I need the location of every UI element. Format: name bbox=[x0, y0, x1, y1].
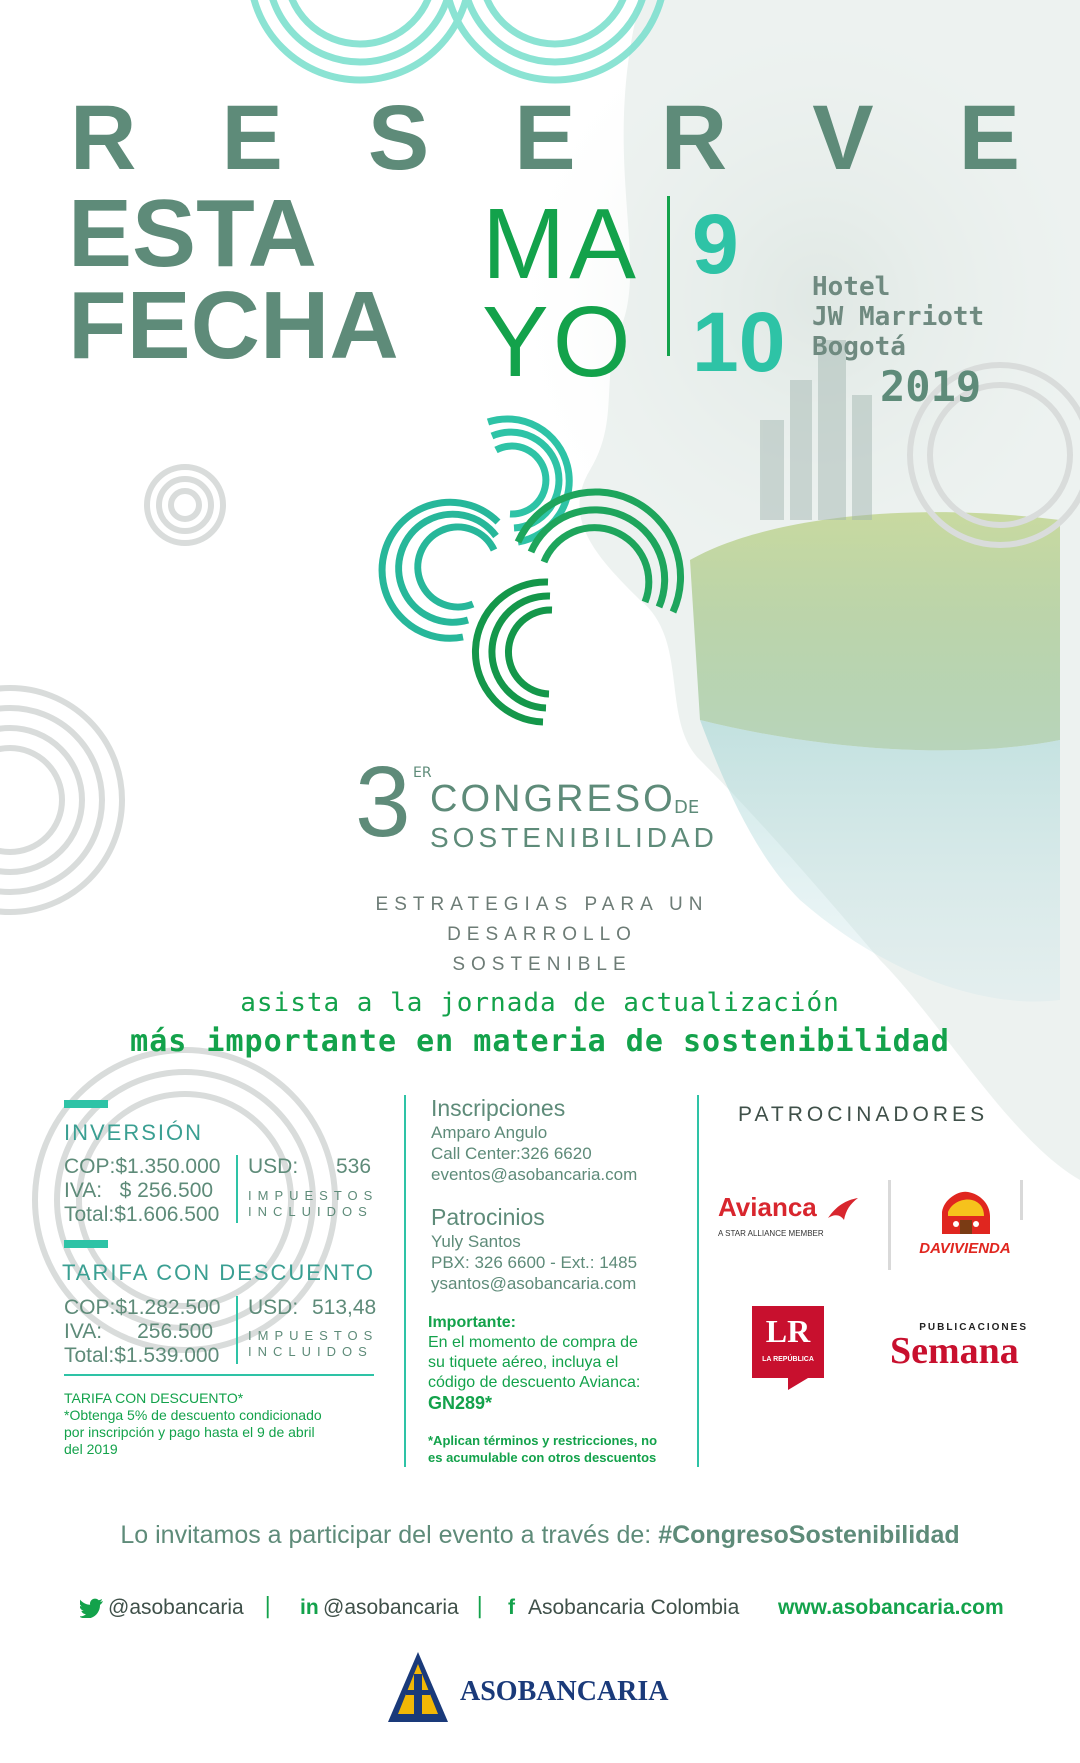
taxes-line-2: INCLUIDOS bbox=[248, 1204, 373, 1219]
venue bbox=[812, 272, 984, 362]
discount-note-2: por inscripción y pago hasta el 9 de abril bbox=[64, 1424, 315, 1440]
inversion-prices bbox=[64, 1155, 220, 1227]
importante-line-3: código de descuento Avianca: bbox=[428, 1374, 641, 1391]
patrocinios-email[interactable]: ysantos@asobancaria.com bbox=[431, 1274, 637, 1293]
importante-line-2: su tiquete aéreo, incluya el bbox=[428, 1354, 619, 1371]
discount-prices bbox=[64, 1296, 220, 1368]
inscripciones-title: Inscripciones bbox=[431, 1095, 566, 1121]
congress-title: CONGRESO bbox=[430, 778, 676, 820]
patrocinios-title: Patrocinios bbox=[431, 1204, 545, 1230]
hashtag[interactable]: #CongresoSostenibilidad bbox=[658, 1521, 960, 1549]
inversion-total: Total:$1.606.500 bbox=[64, 1203, 220, 1226]
patrocinios-name: Yuly Santos bbox=[431, 1232, 521, 1251]
importante-line-1: En el momento de compra de bbox=[428, 1334, 638, 1351]
fecha-text: FECHA bbox=[68, 272, 399, 379]
lr-tail-icon bbox=[788, 1378, 808, 1390]
terms-note bbox=[428, 1432, 657, 1466]
discount-note-title: TARIFA CON DESCUENTO* bbox=[64, 1390, 244, 1406]
subtitle-line-2: DESARROLLO SOSTENIBLE bbox=[447, 924, 637, 975]
discount-total: Total:$1.539.000 bbox=[64, 1344, 220, 1367]
congress-de: DE bbox=[674, 797, 700, 818]
inversion-cop: COP:$1.350.000 bbox=[64, 1155, 221, 1178]
month-top: MA bbox=[482, 188, 640, 300]
edition-superscript: ER bbox=[413, 765, 432, 781]
website-link[interactable]: www.asobancaria.com bbox=[778, 1596, 1004, 1619]
twitter-icon bbox=[80, 1598, 104, 1618]
reserve-letter: R bbox=[70, 87, 137, 189]
reserve-letter: S bbox=[367, 87, 430, 189]
semana-wordmark: Semana bbox=[890, 1330, 1019, 1372]
asobancaria-wordmark: ASOBANCARIA bbox=[460, 1676, 669, 1707]
importante-code: GN289* bbox=[428, 1393, 493, 1413]
date-divider bbox=[667, 196, 670, 356]
facebook-icon: f bbox=[508, 1596, 515, 1619]
invite-text: Lo invitamos a participar del evento a través de: bbox=[120, 1521, 652, 1549]
lr-box bbox=[752, 1306, 824, 1378]
reserve-letter: E bbox=[221, 87, 283, 189]
tagline-line-1: asista a la jornada de actualización bbox=[240, 988, 840, 1018]
subtitle-line-1: ESTRATEGIAS PARA UN bbox=[375, 894, 709, 915]
footer-separator: | bbox=[264, 1594, 272, 1619]
esta-text: ESTA bbox=[68, 180, 317, 287]
discount-usd-value: 513,48 bbox=[312, 1296, 377, 1319]
inscripciones-email[interactable]: eventos@asobancaria.com bbox=[431, 1165, 638, 1184]
patrocinios-phone[interactable]: PBX: 326 6600 - Ext.: 1485 bbox=[431, 1253, 638, 1272]
inscripciones-name: Amparo Angulo bbox=[431, 1123, 548, 1142]
davivienda-house-icon bbox=[938, 1190, 994, 1236]
venue-line-3: Bogotá bbox=[812, 332, 906, 362]
reserve-letter: V bbox=[812, 87, 874, 189]
importante-title: Importante: bbox=[428, 1314, 516, 1331]
reserve-letter: E bbox=[958, 87, 1020, 189]
event-days bbox=[692, 195, 785, 391]
davivienda-wordmark: DAVIVIENDA bbox=[919, 1240, 1011, 1257]
importante-note bbox=[428, 1313, 640, 1413]
inversion-taxes-note bbox=[248, 1188, 378, 1220]
linkedin-handle[interactable]: @asobancaria bbox=[323, 1596, 459, 1619]
price-rule bbox=[64, 1374, 374, 1376]
column-divider bbox=[697, 1095, 699, 1467]
terms-line-2: es acumulable con otros descuentos bbox=[428, 1450, 657, 1465]
day-one: 9 bbox=[692, 197, 739, 291]
davivienda-logo[interactable] bbox=[900, 1190, 1030, 1260]
price-divider bbox=[236, 1155, 238, 1223]
footer-separator: | bbox=[476, 1594, 484, 1619]
patrocinios-contact bbox=[431, 1231, 637, 1294]
reserve-heading bbox=[70, 88, 1020, 188]
inversion-usd-label: USD: bbox=[248, 1155, 299, 1178]
terms-line-1: *Aplican términos y restricciones, no bbox=[428, 1433, 658, 1448]
reserve-letter: E bbox=[514, 87, 576, 189]
twitter-handle[interactable]: @asobancaria bbox=[108, 1596, 244, 1619]
semana-top: PUBLICACIONES bbox=[919, 1322, 1028, 1333]
congress-logo bbox=[368, 412, 718, 742]
month-bottom: YO bbox=[482, 286, 635, 398]
inversion-title: INVERSIÓN bbox=[64, 1120, 204, 1145]
avianca-logo[interactable] bbox=[718, 1192, 858, 1252]
semana-logo[interactable] bbox=[890, 1322, 1040, 1374]
congress-subtitle bbox=[362, 890, 722, 980]
section-accent bbox=[64, 1100, 108, 1108]
discount-note bbox=[64, 1390, 322, 1458]
edition-number: 3 bbox=[355, 746, 411, 858]
day-two: 10 bbox=[692, 295, 786, 389]
inscripciones-contact bbox=[431, 1122, 637, 1185]
price-divider bbox=[236, 1296, 238, 1364]
sponsors-title: PATROCINADORES bbox=[738, 1103, 989, 1126]
reserve-letter: R bbox=[660, 87, 728, 189]
inscripciones-phone[interactable]: Call Center:326 6620 bbox=[431, 1144, 592, 1163]
discount-usd-label: USD: bbox=[248, 1296, 299, 1319]
discount-note-1: *Obtenga 5% de descuento condicionado bbox=[64, 1407, 322, 1423]
tagline-line-2: más importante en materia de sostenibilidad bbox=[130, 1024, 950, 1059]
venue-line-1: Hotel bbox=[812, 272, 891, 302]
inversion-iva: IVA: $ 256.500 bbox=[64, 1179, 214, 1202]
taxes-line-2: INCLUIDOS bbox=[248, 1344, 373, 1359]
month-heading bbox=[482, 188, 640, 398]
la-republica-logo[interactable] bbox=[752, 1306, 824, 1390]
discount-cop: COP:$1.282.500 bbox=[64, 1296, 221, 1319]
section-accent bbox=[64, 1240, 108, 1248]
avianca-tagline: A STAR ALLIANCE MEMBER bbox=[718, 1229, 824, 1238]
venue-line-2: JW Marriott bbox=[812, 302, 985, 332]
congress-subject: SOSTENIBILIDAD bbox=[430, 822, 718, 853]
esta-fecha-heading bbox=[68, 180, 399, 379]
avianca-wordmark: Avianca bbox=[718, 1192, 817, 1222]
column-divider bbox=[404, 1095, 406, 1467]
discount-note-3: del 2019 bbox=[64, 1441, 118, 1457]
lr-name: LA REPÚBLICA bbox=[762, 1356, 814, 1363]
facebook-page[interactable]: Asobancaria Colombia bbox=[528, 1596, 740, 1619]
avianca-bird-icon bbox=[826, 1196, 860, 1222]
discount-title: TARIFA CON DESCUENTO bbox=[62, 1260, 376, 1285]
taxes-line-1: IMPUESTOS bbox=[248, 1328, 379, 1343]
taxes-line-1: IMPUESTOS bbox=[248, 1188, 379, 1203]
discount-taxes-note bbox=[248, 1328, 378, 1360]
inversion-usd-value: 536 bbox=[336, 1155, 372, 1178]
linkedin-icon: in bbox=[300, 1596, 319, 1619]
invite-line bbox=[0, 1521, 1080, 1550]
asobancaria-emblem-icon bbox=[386, 1650, 450, 1730]
sponsor-mark bbox=[888, 1180, 891, 1270]
event-year: 2019 bbox=[880, 362, 982, 411]
lr-letters: LR bbox=[765, 1313, 811, 1349]
discount-iva: IVA: 256.500 bbox=[64, 1320, 214, 1343]
